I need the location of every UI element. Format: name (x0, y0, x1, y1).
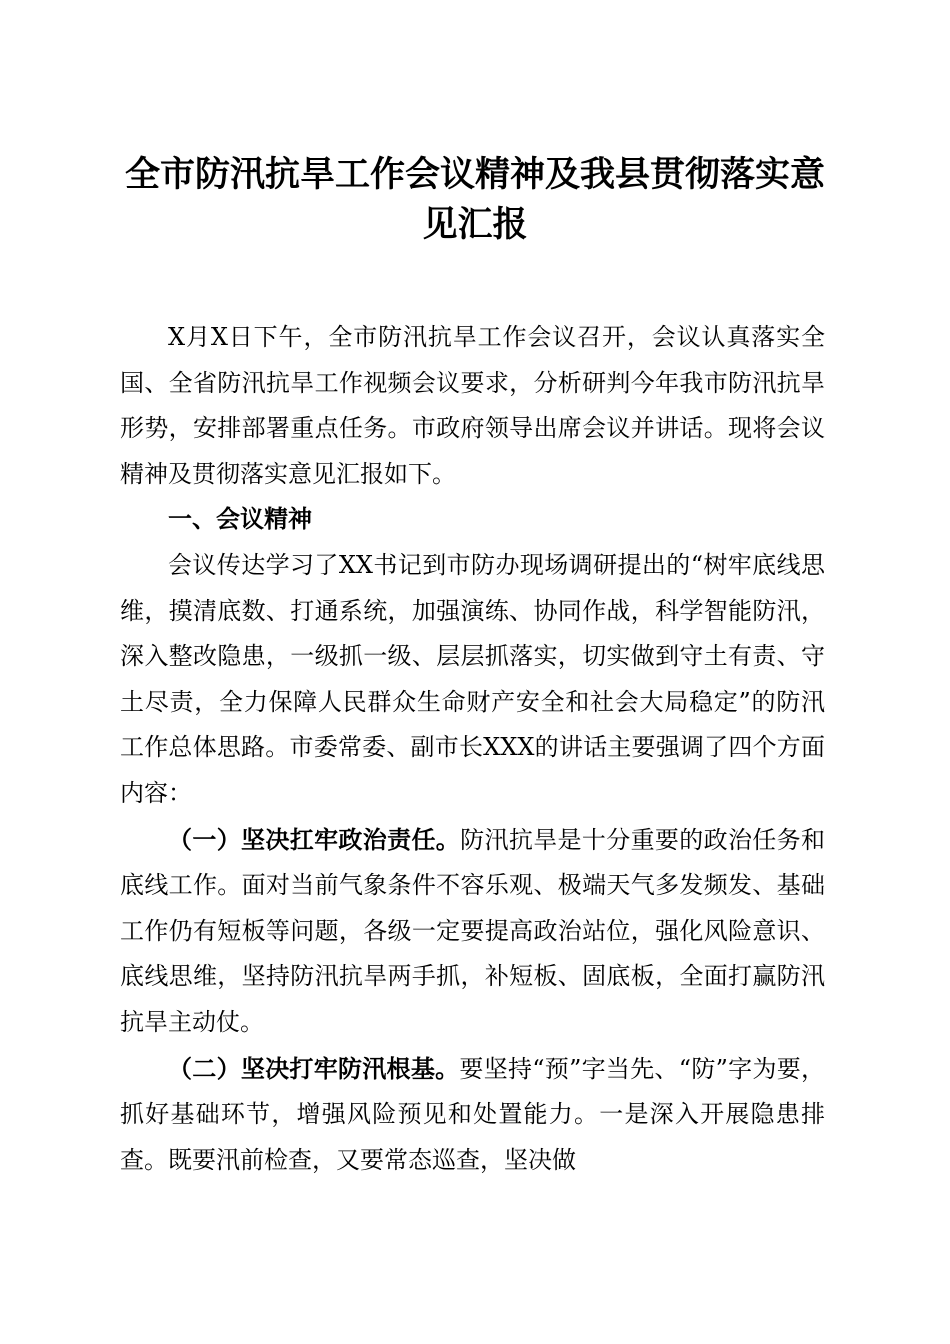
section-paragraph-meeting-spirit: 会议传达学习了XX书记到市防办现场调研提出的“树牢底线思维，摸清底数、打通系统，加强演练、协同作战，科学智能防汛，深入整改隐患，一级抓一级、层层抓落实，切实做到守土有责、守土尽责，全力保障人民群众生命财产安全和社会大局稳定”的防汛工作总体思路。市委常委、副市长XXX的讲话主要强调了四个方面内容： (120, 550, 825, 807)
list-item-text: 要坚持“预”字当先、“防”字为要，抓好基础环节，增强风险预见和处置能力。一是深入开展隐患排查。既要汛前检查，又要常态巡查，坚决做 (120, 1054, 826, 1174)
list-item-text: 防汛抗旱是十分重要的政治任务和底线工作。面对当前气象条件不容乐观、极端天气多发频发、基础工作仍有短板等问题，各级一定要提高政治站位，强化风险意识、底线思维，坚持防汛抗旱两手抓，补短板、固底板，全面打赢防汛抗旱主动仗。 (120, 825, 826, 1036)
list-item-heading: （二）坚决打牢防汛根基。 (168, 1053, 460, 1083)
list-item-heading: （一）坚决扛牢政治责任。 (168, 824, 461, 854)
document-title: 全市防汛抗旱工作会议精神及我县贯彻落实意见汇报 (124, 155, 825, 245)
list-item-flood-foundation (120, 1046, 825, 1184)
section-heading-meeting-spirit: 一、会议精神 (168, 505, 312, 534)
intro-paragraph: X月X日下午，全市防汛抗旱工作会议召开，会议认真落实全国、全省防汛抗旱工作视频会议要求，分析研判今年我市防汛抗旱形势，安排部署重点任务。市政府领导出席会议并讲话。现将会议精神及贯彻落实意见汇报如下。 (120, 323, 825, 488)
document-body (120, 315, 825, 1183)
list-item-political-responsibility (120, 817, 825, 1046)
